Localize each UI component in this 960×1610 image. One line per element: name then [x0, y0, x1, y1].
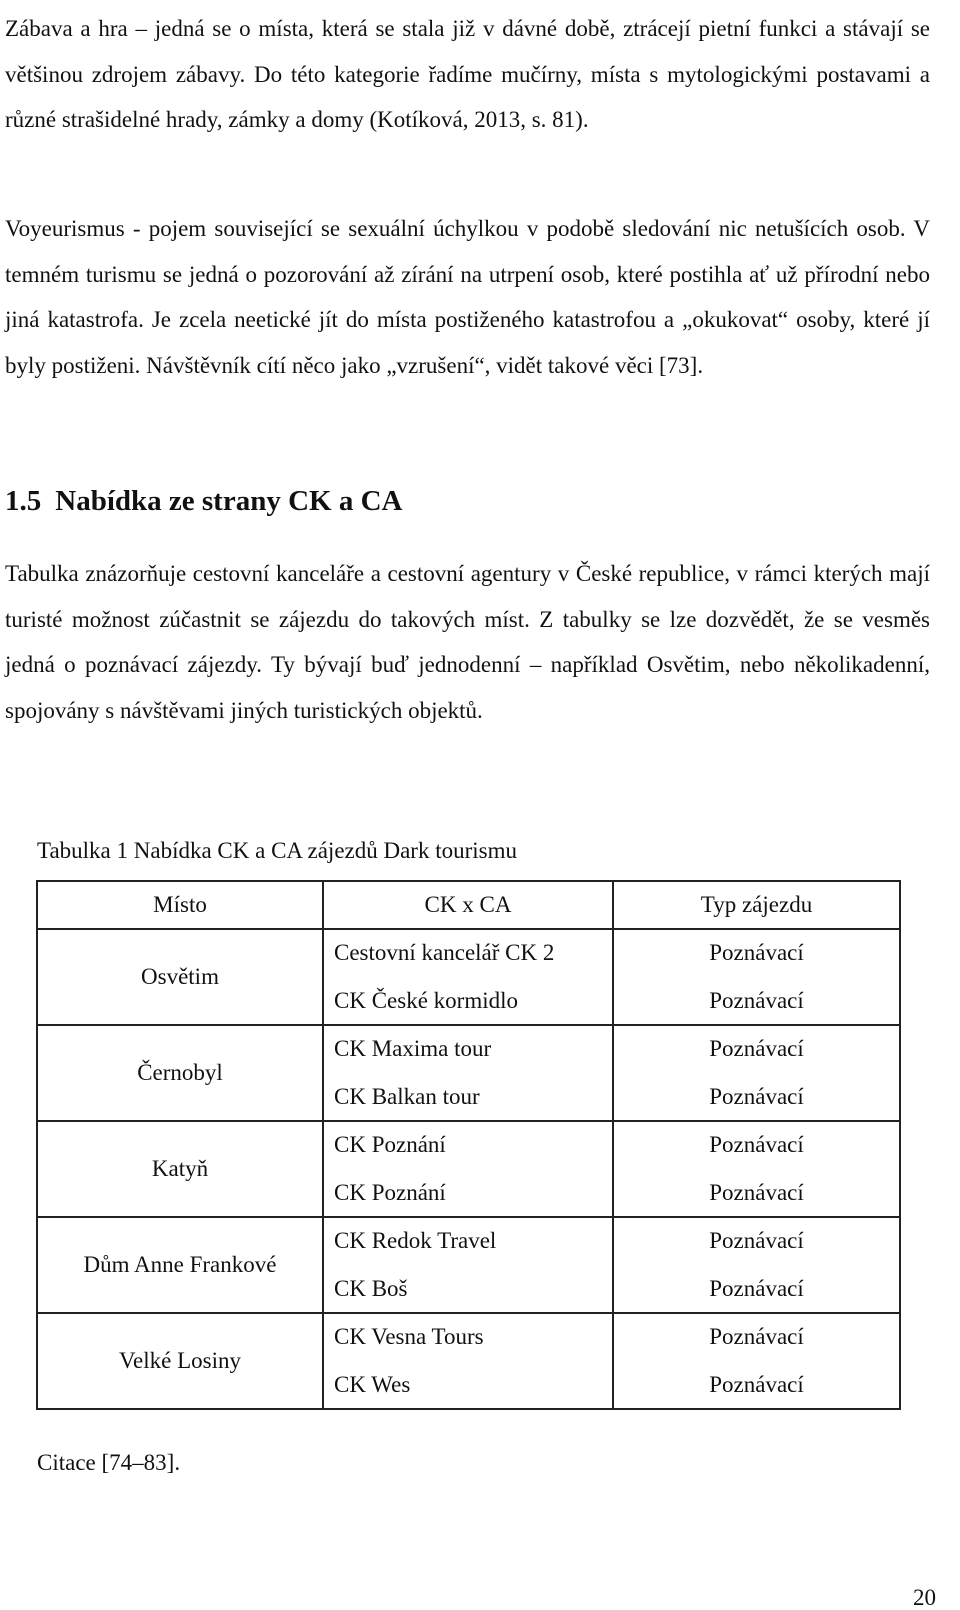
tour-type-cell: Poznávací	[613, 929, 900, 977]
section-number: 1.5	[5, 485, 42, 517]
paragraph-table-intro: Tabulka znázorňuje cestovní kanceláře a cestovní agentury v České republice, v rámci kterých mají turisté možnost zúčastnit se zájezdu do takových míst. Z tabulky se lze dozvědět, že se vesměs jedná o poznávací zájezdy. Ty bývají buď jednodenní – například Osvětim, nebo několikadenní, spojovány s návštěvami jiných turistických objektů.	[5, 561, 930, 723]
tour-type-cell: Poznávací	[613, 1265, 900, 1313]
agency-cell: CK Balkan tour	[323, 1073, 613, 1121]
table-row	[37, 929, 900, 977]
place-cell: Katyň	[37, 1121, 323, 1217]
tour-type-cell: Poznávací	[613, 1169, 900, 1217]
tour-type-cell: Poznávací	[613, 1073, 900, 1121]
offer-table	[36, 880, 901, 1410]
agency-cell: CK Poznání	[323, 1121, 613, 1169]
table-header-row	[37, 881, 900, 929]
paragraph-entertainment: Zábava a hra – jedná se o místa, která se stala již v dávné době, ztrácejí pietní funkci a stávají se většinou zdrojem zábavy. Do této kategorie řadíme mučírny, místa s mytologickými postavami a různé strašidelné hrady, zámky a domy (Kotíková, 2013, s. 81).	[5, 16, 930, 132]
agency-cell: CK Redok Travel	[323, 1217, 613, 1265]
table-row	[37, 1313, 900, 1361]
section-title: Nabídka ze strany CK a CA	[55, 485, 403, 517]
agency-cell: CK České kormidlo	[323, 977, 613, 1025]
table-citation: Citace [74–83].	[37, 1450, 181, 1475]
agency-cell: CK Poznání	[323, 1169, 613, 1217]
tour-type-cell: Poznávací	[613, 1361, 900, 1409]
agency-cell: CK Wes	[323, 1361, 613, 1409]
tour-type-cell: Poznávací	[613, 1217, 900, 1265]
agency-cell: CK Boš	[323, 1265, 613, 1313]
page-number: 20	[913, 1585, 936, 1610]
table-row	[37, 1121, 900, 1169]
paragraph-voyeurism: Voyeurismus - pojem související se sexuální úchylkou v podobě sledování nic netušících osob. V temném turismu se jedná o pozorování až zírání na utrpení osob, které postihla ať už přírodní nebo jiná katastrofa. Je zcela neetické jít do místa postiženého katastrofou a „okukovat“ osoby, které jí byly postiženi. Návštěvník cítí něco jako „vzrušení“, vidět takové věci [73].	[5, 216, 930, 378]
tour-type-cell: Poznávací	[613, 1025, 900, 1073]
place-cell: Dům Anne Frankové	[37, 1217, 323, 1313]
header-type: Typ zájezdu	[613, 881, 900, 929]
place-cell: Černobyl	[37, 1025, 323, 1121]
place-cell: Osvětim	[37, 929, 323, 1025]
agency-cell: CK Vesna Tours	[323, 1313, 613, 1361]
tour-type-cell: Poznávací	[613, 1313, 900, 1361]
table-row	[37, 1217, 900, 1265]
table-caption: Tabulka 1 Nabídka CK a CA zájezdů Dark tourismu	[37, 838, 517, 863]
header-place: Místo	[37, 881, 323, 929]
tour-type-cell: Poznávací	[613, 977, 900, 1025]
header-agency: CK x CA	[323, 881, 613, 929]
section-heading	[5, 481, 402, 521]
agency-cell: Cestovní kancelář CK 2	[323, 929, 613, 977]
agency-cell: CK Maxima tour	[323, 1025, 613, 1073]
place-cell: Velké Losiny	[37, 1313, 323, 1409]
tour-type-cell: Poznávací	[613, 1121, 900, 1169]
table-row	[37, 1025, 900, 1073]
